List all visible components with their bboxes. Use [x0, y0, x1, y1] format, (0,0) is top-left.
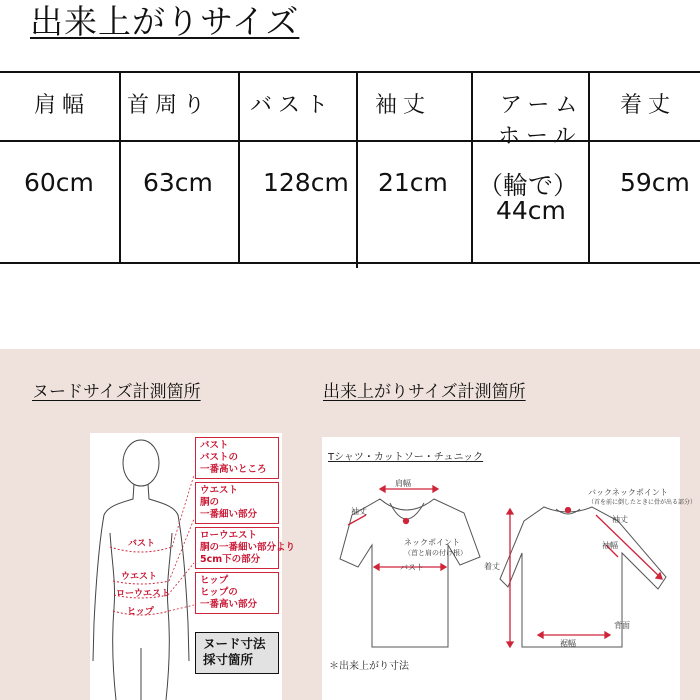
table-divider [356, 71, 358, 268]
label-neck-point: ネックポイント [404, 538, 460, 547]
body-label-hip: ヒップ [127, 607, 154, 617]
label-length: 着丈 [484, 562, 500, 571]
value-shoulder: 60cm [24, 168, 94, 197]
label-sleeve-right: 袖丈 [612, 515, 628, 524]
garment-caption: Tシャツ・カットソー・チュニック [328, 452, 484, 463]
label-bust: バスト [400, 563, 424, 572]
callout-low-waist: ローウエスト 胴の一番細い部分より 5cm下の部分 [195, 527, 279, 569]
label-sleeve-width: 袖幅 [602, 541, 618, 550]
header-length: 着丈 [620, 93, 677, 118]
header-armhole-1: アーム [500, 93, 584, 118]
label-sleeve-left: 袖丈 [351, 507, 367, 516]
body-outline-illustration [90, 433, 200, 700]
label-neck-point-note: （首と肩の付け根） [404, 549, 467, 557]
header-armhole-2: ホール [498, 124, 582, 149]
garment-section-title: 出来上がりサイズ計測箇所 [323, 382, 526, 402]
value-armhole: 44cm [496, 196, 566, 225]
table-border-top [0, 71, 700, 73]
value-sleeve: 21cm [378, 168, 448, 197]
table-divider [238, 71, 240, 264]
label-back-neck-note: （首を前に倒したときに骨が出る部分） [588, 499, 697, 506]
body-label-waist: ウエスト [121, 572, 158, 582]
callout-hip: ヒップ ヒップの 一番高い部分 [195, 572, 279, 614]
label-back-neck: バックネックポイント [588, 488, 668, 497]
table-divider [471, 71, 473, 264]
body-label-bust: バスト [128, 539, 156, 549]
nude-legend: ヌード寸法 採寸箇所 [195, 632, 279, 674]
header-shoulder: 肩幅 [34, 93, 91, 118]
value-bust: 128cm [263, 168, 349, 197]
header-neck: 首周り [127, 93, 212, 118]
table-border-bottom [0, 262, 700, 264]
callout-bust: バスト バストの 一番高いところ [195, 437, 279, 479]
label-back: 背面 [614, 621, 630, 630]
header-bust: バスト [250, 93, 335, 118]
body-label-low-waist: ローウエスト [116, 589, 171, 599]
page-title: 出来上がりサイズ [30, 2, 300, 41]
table-border-middle [0, 140, 700, 142]
label-shoulder: 肩幅 [395, 479, 411, 488]
callout-waist: ウエスト 胴の 一番細い部分 [195, 482, 279, 524]
nude-section-title: ヌードサイズ計測箇所 [32, 382, 201, 402]
garment-note: ＊出来上がり寸法 [329, 661, 409, 672]
header-sleeve: 袖丈 [375, 93, 432, 118]
value-length: 59cm [620, 168, 690, 197]
table-divider [119, 71, 121, 264]
value-armhole-note: （輪で） [478, 171, 579, 200]
value-neck: 63cm [143, 168, 213, 197]
label-hem: 裾幅 [560, 639, 576, 648]
table-divider [588, 71, 590, 264]
